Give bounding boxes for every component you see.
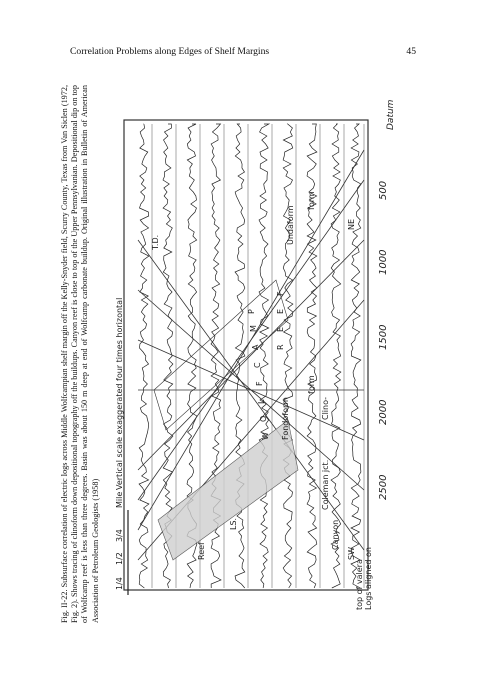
running-title: Correlation Problems along Edges of Shelf Margins — [70, 46, 270, 57]
depth-label: 2000 — [378, 399, 389, 425]
logs-aligned-label: Logs aligned on — [364, 546, 373, 610]
reef-letter: E — [276, 308, 285, 314]
wolfcamp-letter: M — [249, 325, 258, 332]
ls-label: LS. — [229, 517, 238, 530]
ne-label: NE — [347, 218, 356, 230]
page-number: 45 — [406, 46, 416, 57]
scale-tick-three-quarter: 3/4 — [115, 529, 124, 542]
well-log-curve — [331, 124, 341, 588]
undaform-label: Undaform — [286, 205, 295, 245]
figure-caption: Fig. II-22. Subsurface correlation of electric logs across Middle Wolfcampian shelf margin off the Kelly-Snyder field, Scurry County, Texas from Van Siclen (1972, Fig. 2). Shows tracing of clinoform down depositional topography off the buildups. Canyon reef is close to top of the Upper Pennsylvanian. Depositional dip on top of Wolfcamp reef is less than three degrees. Basin was about 150 m deep at end of Wolfcamp carbonate buildup. Original illustration in Bulletin of American Association of Petroleum Geologists (1958) — [60, 85, 100, 623]
scale-tick-half: 1/2 — [115, 552, 124, 565]
top-of-valera-label: top of valera — [355, 559, 364, 610]
clinoform-band — [154, 280, 288, 430]
wolfcamp-letter: C — [253, 362, 262, 368]
reef-letter: E — [276, 326, 285, 332]
wolfcamp-letter: P — [247, 309, 256, 314]
sw-label: SW — [347, 547, 356, 560]
wolfcamp-letter: O — [259, 415, 268, 422]
reef-letter: F — [276, 291, 285, 296]
depth-label: 1000 — [378, 249, 389, 275]
depth-label: 500 — [378, 180, 389, 200]
reef-stipple-band — [158, 420, 298, 560]
scale-note: Vertical scale exaggerated four times horizontal — [115, 297, 124, 490]
scale-tick-quarter: 1/4 — [115, 577, 124, 590]
reef-letter: R — [276, 344, 285, 350]
well-log-curve — [139, 124, 149, 588]
well-log-curve — [259, 124, 269, 588]
figure-caption-box — [60, 85, 118, 623]
coleman-jct-label: Coleman jct. — [321, 459, 330, 510]
mile-label: Mile — [115, 491, 124, 508]
wolfcamp-letter: W — [261, 432, 270, 440]
td-label: T.D. — [151, 234, 160, 250]
reef-label: Reef — [197, 542, 206, 560]
depth-label: 2500 — [378, 474, 389, 500]
wolfcamp-letter: F — [255, 381, 264, 386]
running-header — [70, 46, 416, 60]
wolfcamp-letter: L — [257, 399, 266, 404]
datum-label: Datum — [386, 99, 396, 130]
wolfcamp-letter: A — [251, 344, 260, 350]
well-log-curve — [283, 124, 293, 588]
form-label: form — [307, 375, 316, 394]
fondoform-label: Fondoform — [281, 397, 290, 440]
well-log-correlation-figure — [115, 90, 418, 610]
form-label-2: form — [307, 191, 316, 210]
depth-label: 1500 — [378, 324, 389, 350]
canyon-label: Canyon — [331, 519, 340, 550]
well-log-curve — [351, 124, 361, 588]
clino-label: Clino- — [321, 396, 330, 420]
